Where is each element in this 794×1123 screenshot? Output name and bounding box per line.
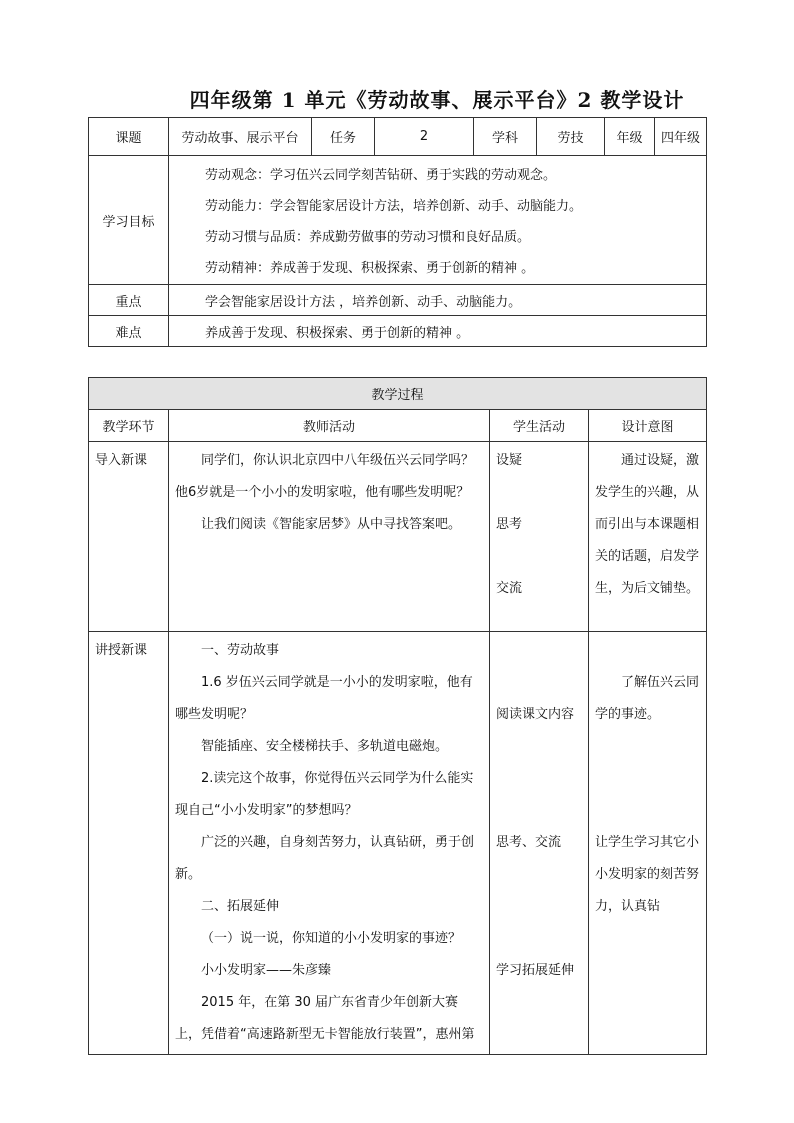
teaching-process-table bbox=[88, 377, 707, 1055]
goal-item: 劳动观念：学习伍兴云同学刻苦钻研、勇于实践的劳动观念。 bbox=[205, 168, 557, 183]
difficulty-label: 难点 bbox=[89, 316, 169, 347]
task-label: 任务 bbox=[312, 118, 375, 156]
teach-teacher-para: 1.6 岁伍兴云同学就是一小小的发明家啦，他有哪些发明呢？ bbox=[175, 675, 473, 722]
teach-intent-cell bbox=[589, 632, 707, 1055]
teach-teacher-para: 智能插座、安全楼梯扶手、多轨道电磁炮。 bbox=[201, 739, 449, 754]
intro-stage: 导入新课 bbox=[89, 442, 169, 632]
document-title: 四年级第 1 单元《劳动故事、展示平台》2 教学设计 bbox=[189, 88, 685, 112]
header-teacher: 教师活动 bbox=[169, 410, 490, 442]
intro-intent: 通过设疑，激发学生的兴趣，从而引出与本课题相关的话题，启发学生，为后文铺垫。 bbox=[589, 442, 707, 632]
subject-label: 学科 bbox=[474, 118, 537, 156]
teach-teacher-para: （一）说一说，你知道的小小发明家的事迹？ bbox=[201, 931, 462, 946]
intro-teacher-para: 同学们，你认识北京四中八年级伍兴云同学吗？他6岁就是一个小小的发明家啦，他有哪些发明呢？ bbox=[175, 453, 475, 500]
student-activity: 学习拓展延伸 bbox=[496, 963, 575, 978]
student-activity: 交流 bbox=[496, 581, 523, 596]
teach-intent-1: 了解伍兴云同学的事迹。 bbox=[595, 675, 700, 722]
course-value: 劳动故事、展示平台 bbox=[169, 118, 312, 156]
goal-item: 劳动能力：学会智能家居设计方法，培养创新、动手、动脑能力。 bbox=[205, 199, 583, 214]
teach-intent-2: 让学生学习其它小小发明家的刻苦努力，认真钻 bbox=[595, 835, 700, 914]
intro-teacher-cell bbox=[169, 442, 490, 632]
teach-stage: 讲授新课 bbox=[89, 632, 169, 1055]
course-label: 课题 bbox=[89, 118, 169, 156]
intro-student-cell bbox=[490, 442, 589, 632]
student-activity: 思考 bbox=[496, 517, 523, 532]
difficulty-value: 养成善于发现、积极探索、勇于创新的精神 。 bbox=[169, 316, 707, 347]
goals-label: 学习目标 bbox=[89, 156, 169, 285]
teach-teacher-para: 2.读完这个故事，你觉得伍兴云同学为什么能实现自己“小小发明家”的梦想吗？ bbox=[175, 771, 474, 818]
grade-value: 四年级 bbox=[655, 118, 707, 156]
teach-teacher-para: 二、拓展延伸 bbox=[201, 899, 280, 914]
goals-cell bbox=[169, 156, 707, 285]
teach-teacher-para: 广泛的兴趣，自身刻苦努力，认真钻研，勇于创新。 bbox=[175, 835, 475, 882]
subject-value: 劳技 bbox=[537, 118, 605, 156]
task-value: 2 bbox=[375, 118, 474, 156]
teach-teacher-para: 2015 年，在第 30 届广东省青少年创新大赛上，凭借着“高速路新型无卡智能放行装置”，惠州第 bbox=[175, 995, 475, 1042]
student-activity: 思考、交流 bbox=[496, 835, 562, 850]
teach-teacher-cell bbox=[169, 632, 490, 1055]
process-title: 教学过程 bbox=[89, 378, 707, 410]
teach-teacher-para: 小小发明家——朱彦臻 bbox=[201, 963, 332, 978]
lesson-info-table bbox=[88, 117, 707, 347]
student-activity: 阅读课文内容 bbox=[496, 707, 575, 722]
header-intent: 设计意图 bbox=[589, 410, 707, 442]
grade-label: 年级 bbox=[605, 118, 655, 156]
goal-item: 劳动精神：养成善于发现、积极探索、勇于创新的精神 。 bbox=[205, 261, 535, 276]
student-activity: 设疑 bbox=[496, 453, 523, 468]
teach-teacher-para: 一、劳动故事 bbox=[201, 643, 280, 658]
intro-teacher-para: 让我们阅读《智能家居梦》从中寻找答案吧。 bbox=[201, 517, 462, 532]
teach-student-cell bbox=[490, 632, 589, 1055]
header-student: 学生活动 bbox=[490, 410, 589, 442]
goal-item: 劳动习惯与品质：养成勤劳做事的劳动习惯和良好品质。 bbox=[205, 230, 531, 245]
key-value: 学会智能家居设计方法 ，培养创新、动手、动脑能力。 bbox=[169, 285, 707, 316]
header-stage: 教学环节 bbox=[89, 410, 169, 442]
key-label: 重点 bbox=[89, 285, 169, 316]
